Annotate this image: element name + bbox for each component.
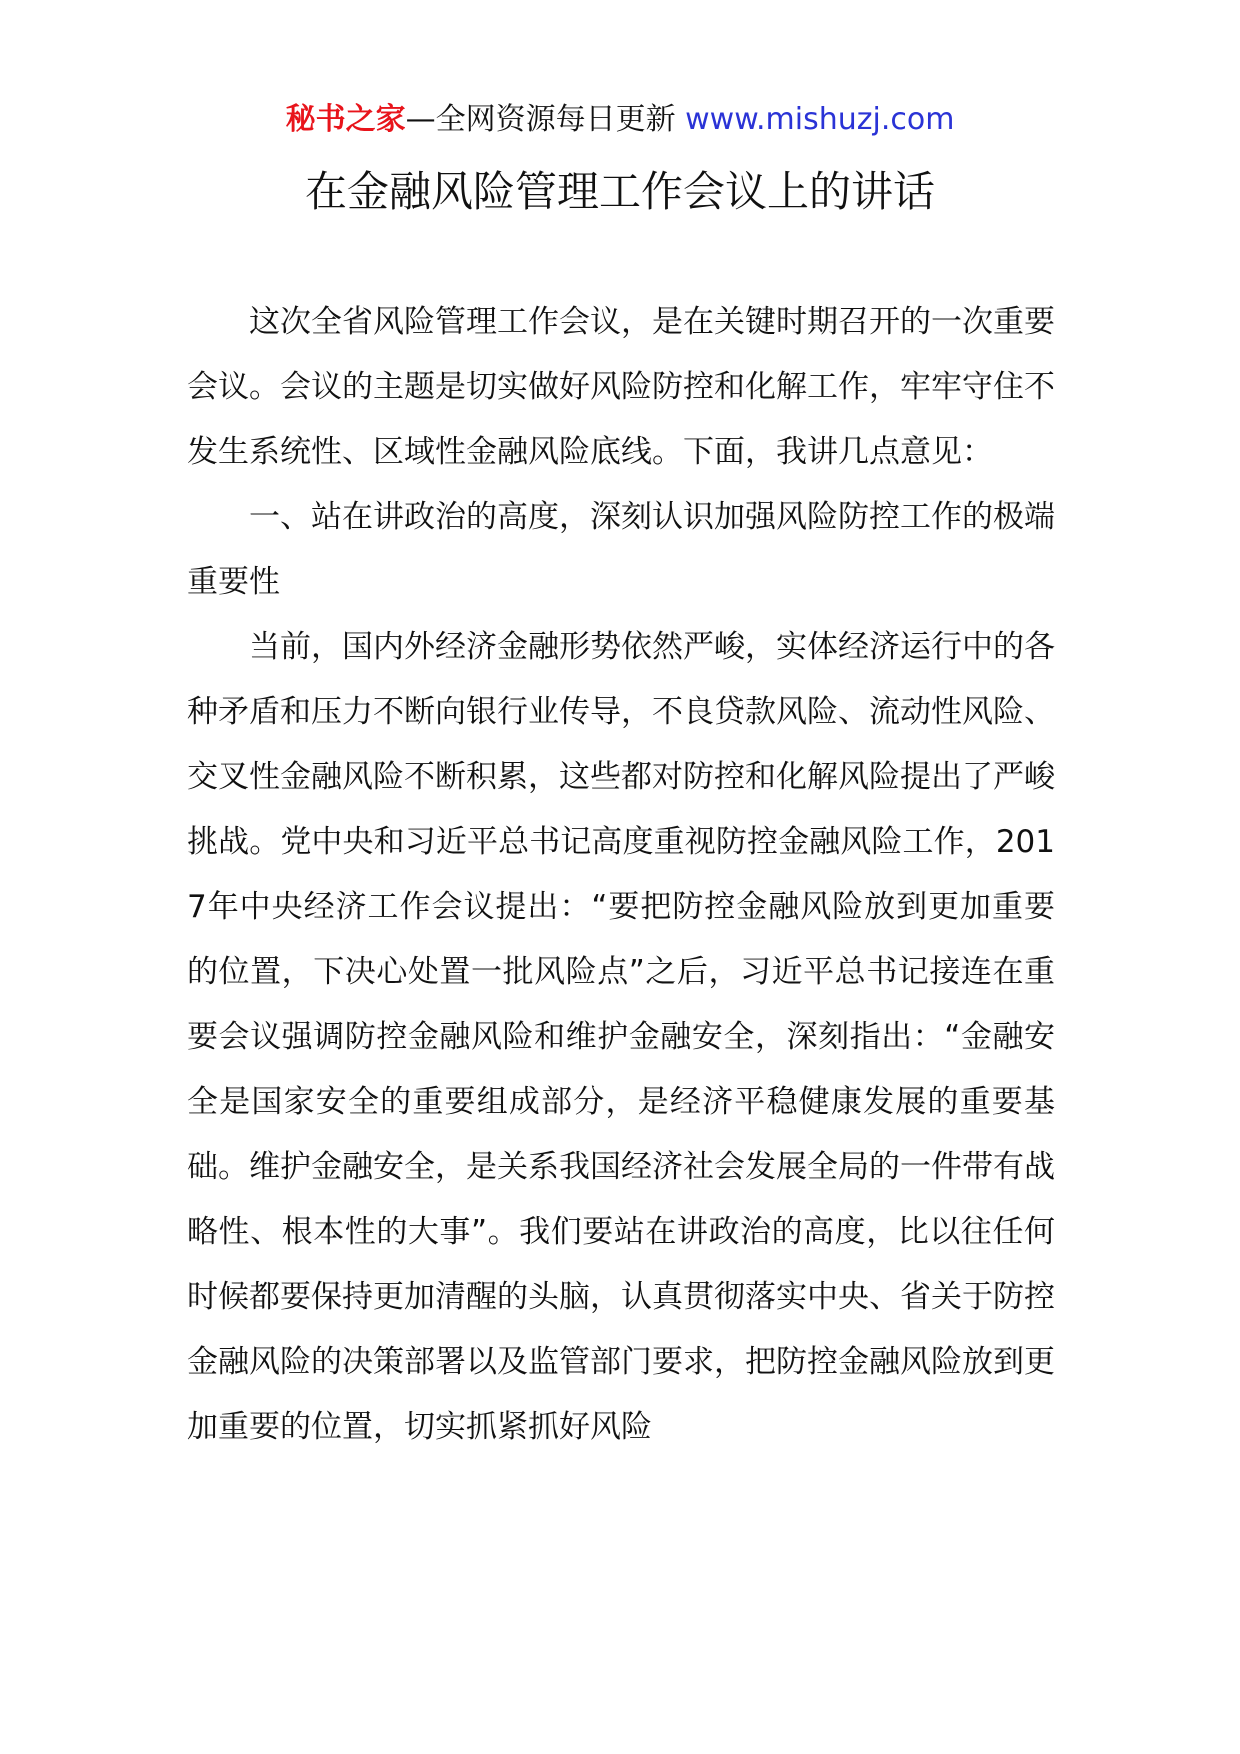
site-url-link[interactable]: www.mishuzj.com	[685, 102, 955, 137]
intro-paragraph: 这次全省风险管理工作会议，是在关键时期召开的一次重要会议。会议的主题是切实做好风险防控和化解工作，牢牢守住不发生系统性、区域性金融风险底线。下面，我讲几点意见：	[187, 304, 1055, 470]
section-heading: 一、站在讲政治的高度，深刻认识加强风险防控工作的极端重要性	[187, 499, 1055, 600]
body-paragraph: 当前，国内外经济金融形势依然严峻，实体经济运行中的各种矛盾和压力不断向银行业传导，不良贷款风险、流动性风险、交叉性金融风险不断积累，这些都对防控和化解风险提出了严峻挑战。党中央和习近平总书记高度重视防控金融风险工作，2017年中央经济工作会议提出：“要把防控金融风险放到更加重要的位置，下决心处置一批风险点”之后，习近平总书记接连在重要会议强调防控金融风险和维护金融安全，深刻指出：“金融安全是国家安全的重要组成部分，是经济平稳健康发展的重要基础。维护金融安全，是关系我国经济社会发展全局的一件带有战略性、根本性的大事”。我们要站在讲政治的高度，比以往任何时候都要保持更加清醒的头脑，认真贯彻落实中央、省关于防控金融风险的决策部署以及监管部门要求，把防控金融风险放到更加重要的位置，切实抓紧抓好风险	[187, 629, 1055, 1445]
site-header	[0, 98, 1240, 142]
header-tagline: —全网资源每日更新	[405, 102, 686, 137]
brand-name: 秘书之家	[285, 102, 406, 137]
document-title: 在金融风险管理工作会议上的讲话	[304, 167, 935, 216]
document-body	[187, 290, 1055, 1460]
